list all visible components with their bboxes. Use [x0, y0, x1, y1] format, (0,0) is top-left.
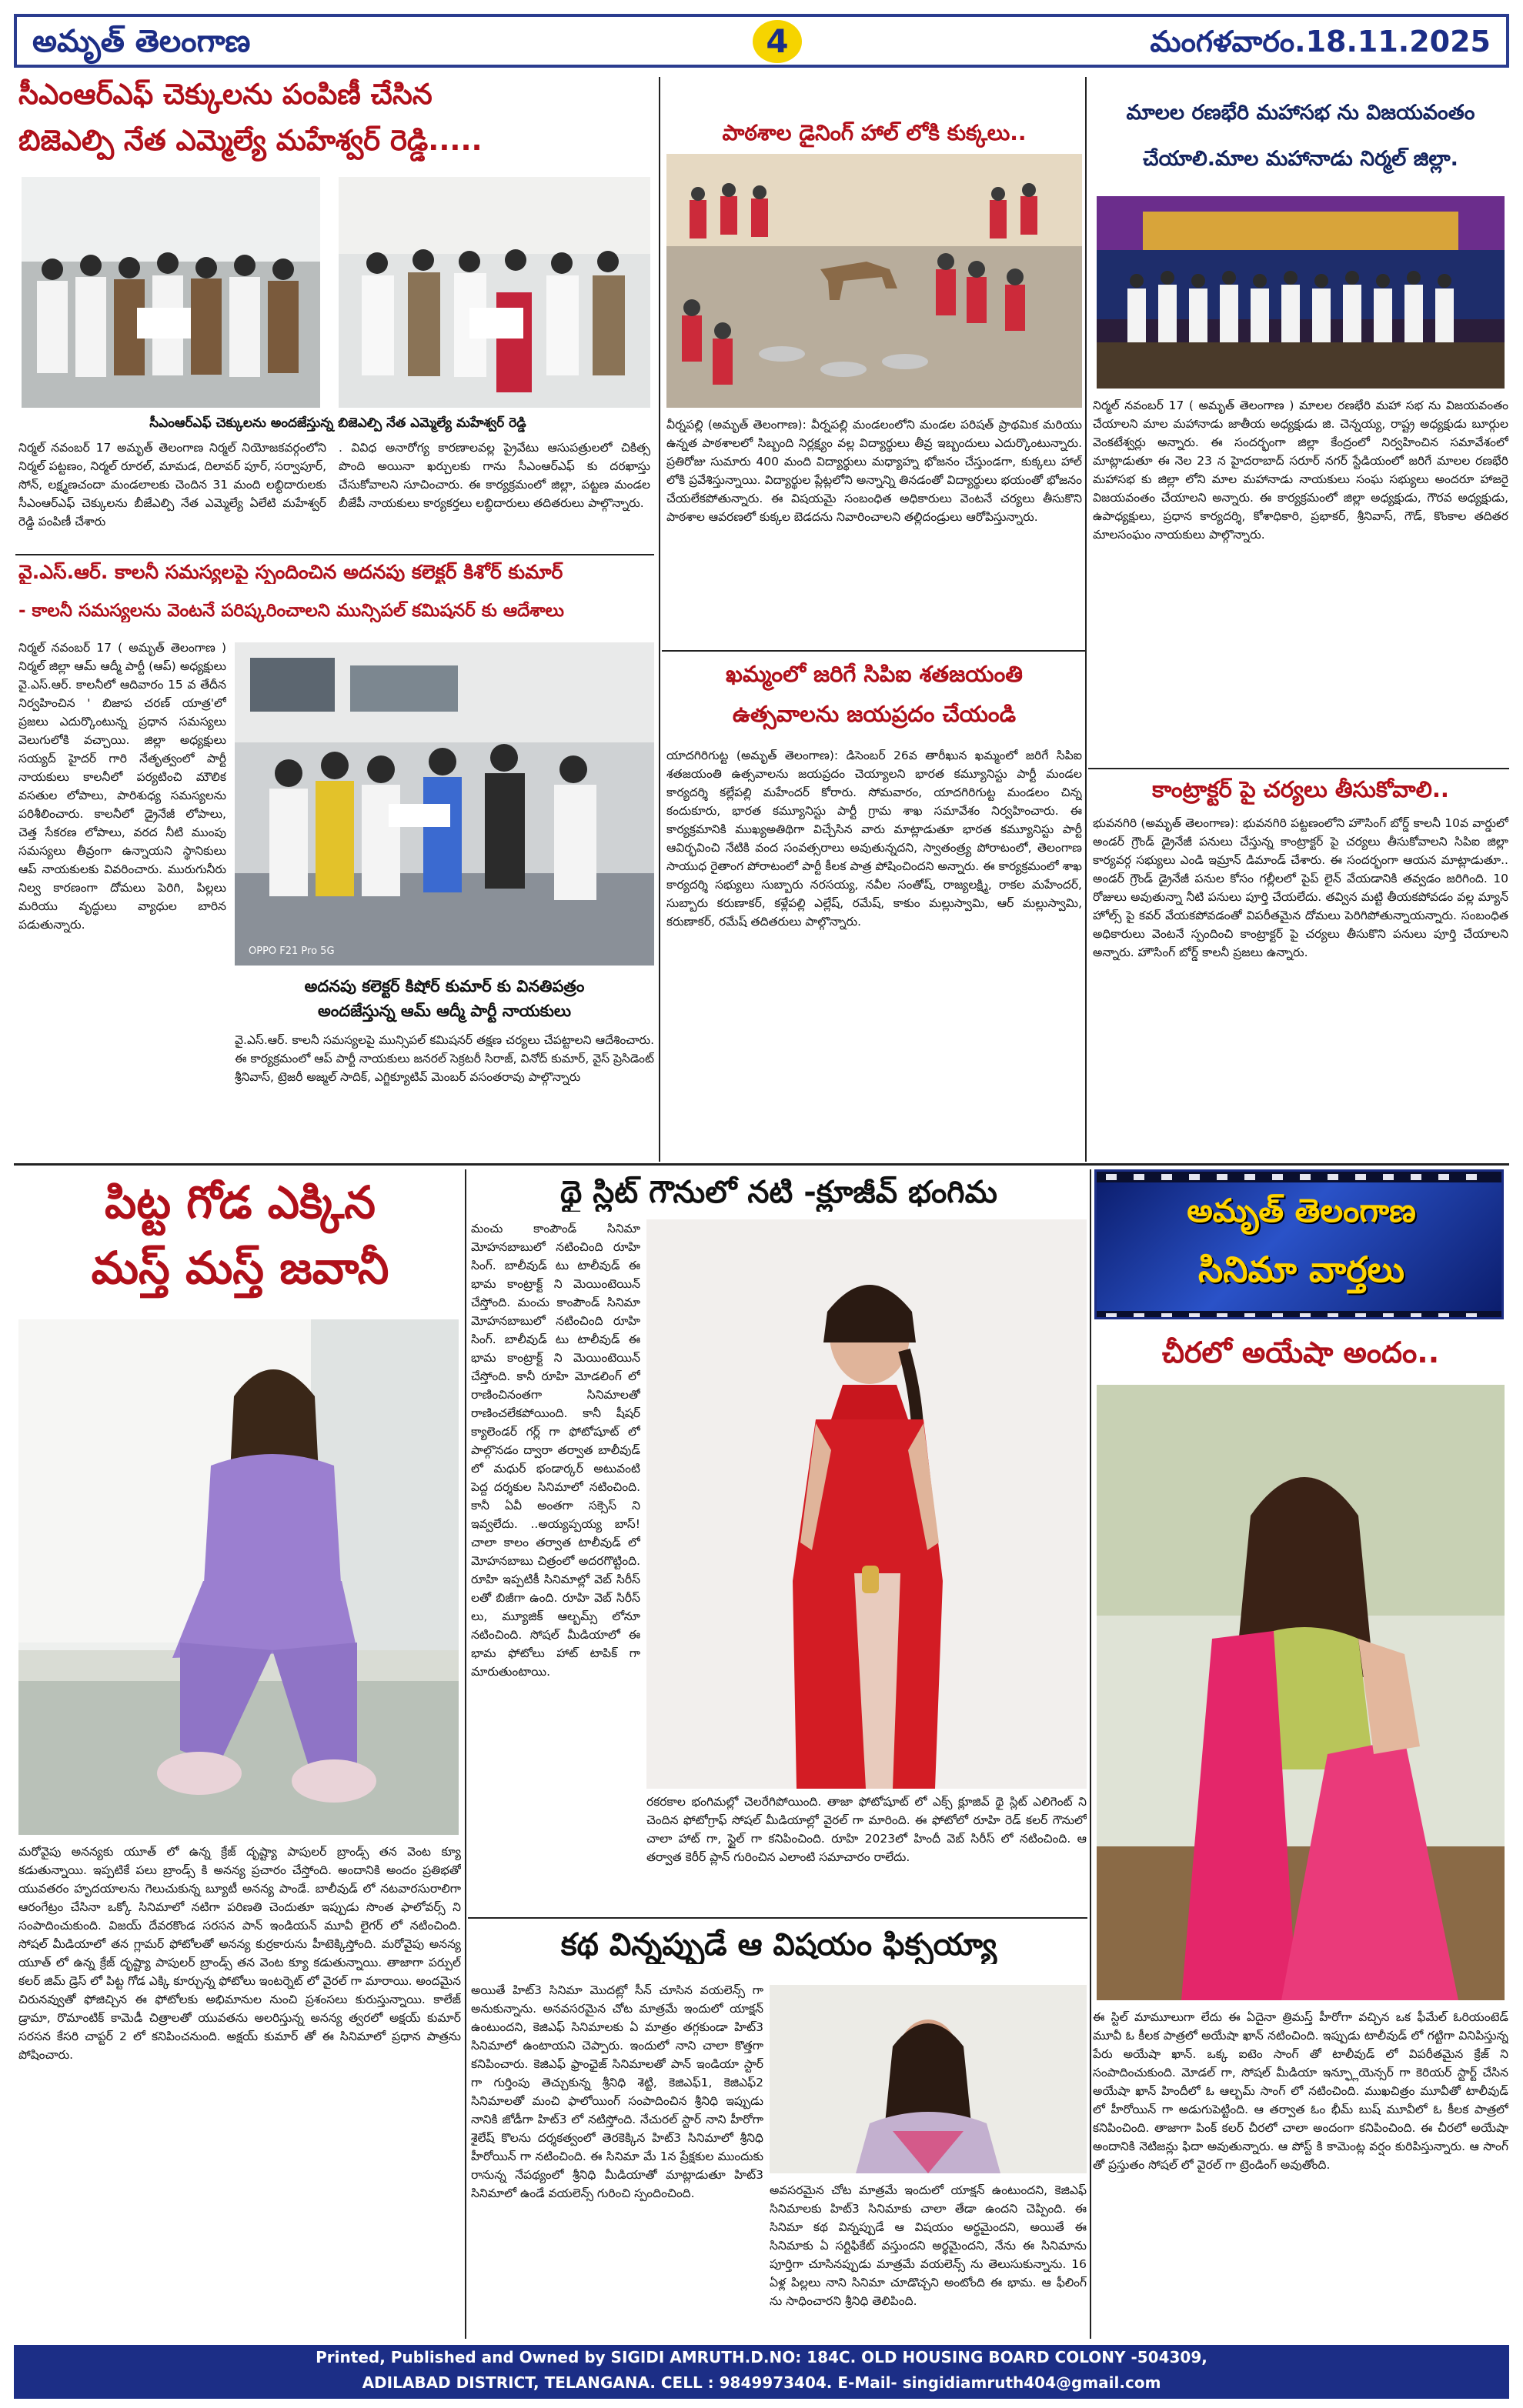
a2-caption-2: అందజేస్తున్న ఆమ్ ఆద్మీ పార్టీ నాయకులు — [317, 1002, 572, 1020]
a2-body-col2: వై.ఎస్.ఆర్. కాలనీ సమస్యలపై మున్సిపల్ కమిషనర్ తక్షణ చర్యలు చేపట్టాలని ఆదేశించారు. ఈ కార్యక్రమంలో ఆప్ పార్టీ నాయకులు జనరల్ సెక్రటరీ సిరాజ్, వినోద్ కుమార్, వైస్ ప్రెసిడెంట్ శ్రీనివాస్, ట్రెజరీ అజ్మల్ సాదిక్, ఎగ్జిక్యూటివ్ మెంబర్ వసంతరావు పాల్గొన్నారు — [235, 1033, 654, 1085]
c3-headline: కథ విన్నప్పుడే ఆ విషయం ఫిక్సయ్యా — [560, 1927, 997, 1963]
a5-body: నిర్మల్ నవంబర్ 17 ( అమృత్ తెలంగాణ ) మాలల రణభేరి మహా సభ ను విజయవంతం చేయాలని మాల మహానాడు జాతీయ అధ్యక్షుడు జి. చెన్నయ్య, రాష్ట్ర అధ్యక్షుడు బూర్గుల వెంకటేశ్వర్లు అన్నారు. ఈ సందర్భంగా జిల్లా కేంద్రంలో నిర్వహించిన సమావేశంలో మాట్లాడుతూ ఈ నెల 23 న హైదరాబాద్ సరూర్ నగర్ స్టేడియంలో జరిగే మాలల రణభేరి మహాసభ కు జిల్లా లోని మాల మహానాడు నాయకులు సంఘ సభ్యులు అందరూ హాజరై విజయవంతం చేయాలని అన్నారు. ఈ కార్యక్రమంలో జిల్లా అధ్యక్షుడు, గౌరవ అధ్యక్షుడు, ఉపాధ్యక్షులు, ప్రధాన కార్యదర్శి, కోశాధికారి, ప్రభాకర్, శ్రీనివాస్, గౌడ్, కొంకాల తదితర మాలసంఘం నాయకులు పాల్గొన్నారు. — [1093, 399, 1508, 542]
a3-headline: పాఠశాల డైనింగ్ హాల్ లోకి కుక్కలు.. — [722, 120, 1027, 145]
c3-photo — [770, 1985, 1087, 2173]
c2-photo — [646, 1219, 1087, 1789]
c4-headline: చీరలో అయేషా అందం.. — [1161, 1336, 1440, 1369]
a1-headline-1: సీఎంఆర్ఎఫ్ చెక్కులను పంపిణీ చేసిన — [18, 78, 433, 111]
footer-imprint — [14, 2345, 1509, 2399]
divider — [1088, 768, 1509, 769]
a1-headline-2: బిజెఎల్పి నేత ఎమ్మెల్యే మహేశ్వర్ రెడ్డి..... — [18, 124, 483, 157]
masthead — [14, 14, 1509, 68]
a2-photo-stamp: OPPO F21 Pro 5G — [249, 946, 335, 957]
cinema-banner — [1094, 1169, 1504, 1319]
c1-headline-2: మస్త్ మస్త్ జవానీ — [91, 1242, 389, 1294]
a1-body-col1: నిర్మల్ నవంబర్ 17 అమృత్ తెలంగాణ నిర్మల్ నియోజకవర్గంలోని నిర్మల్ పట్టణం, నిర్మల్ రూరల్, మామడ, దిలావర్ పూర్, సర్వాపూర్, సోన్, లక్ష్మణచందా మండలాలకు చెందిన 31 మంది లబ్ధిదారులకు సీఎంఆర్ఎఫ్ చెక్కులను బీజేఎల్పి నేత ఎమ్మెల్యే ఏలేటి మహేశ్వర్ రెడ్డి పంపిణీ చేశారు — [18, 441, 326, 529]
a2-headline-2: - కాలనీ సమస్యలను వెంటనే పరిష్కరించాలని మున్సిపల్ కమిషనర్ కు ఆదేశాలు — [18, 601, 564, 621]
page-number-badge: 4 — [753, 20, 802, 63]
c2-body-col2: రకరకాల భంగిమల్లో చెలరేగిపోయింది. తాజా ఫోటోషూట్ లో ఎక్స్ క్లూజివ్ థై స్లిట్ ఎలిగెంట్ ని చెందిన ఫోటోగ్రాఫ్ సోషల్ మీడియాల్లో వైరల్ గా మారింది. ఈ ఫోటోలో రూహి రెడ్ కలర్ గౌనులో చాలా హాట్ గా, స్టైల్ గా కనిపించింది. రూహి 2023లో హిందీ వెబ్ సిరీస్ లో నటించింది. ఆ తర్వాత కెరీర్ ప్లాన్ గురించిన ఎలాంటి సమాచారం రాలేదు. — [646, 1795, 1087, 1865]
section-divider — [14, 1163, 1509, 1166]
a2-headline-1: వై.ఎస్.ఆర్. కాలనీ సమస్యలపై స్పందించిన అదనపు కలెక్టర్ కిశోర్ కుమార్ — [18, 561, 563, 583]
a6-headline: కాంట్రాక్టర్ పై చర్యలు తీసుకోవాలి.. — [1152, 776, 1449, 802]
a2-caption-1: అదనపు కలెక్టర్ కిషోర్ కుమార్ కు వినతిపత్రం — [304, 977, 585, 996]
a3-body: వీర్నపల్లి (అమృత్ తెలంగాణ): వీర్నపల్లి మండలంలోని మండల పరిషత్ ప్రాథమిక మరియు ఉన్నత పాఠశాలలో సిబ్బంది నిర్లక్ష్యం వల్ల విద్యార్థులు తీవ్ర ఇబ్బందులు ఎదుర్కొంటున్నారు. ప్రతిరోజు సుమారు 400 మంది విద్యార్థులు మధ్యాహ్న భోజనం చేస్తుండగా, కుక్కలు హాల్ లోకి ప్రవేశిస్తున్నాయి. విద్యార్థుల ప్లేట్లలోని అన్నాన్ని తినడంతో విద్యార్థులు భయంతో భోజనం చేయలేకపోతున్నారు. ఈ విషయమై సంబంధిత అధికారులు వెంటనే చర్యలు తీసుకొని పాఠశాల ఆవరణలో కుక్కల బెడదను నివారించాలని తల్లిదండ్రులు ఆరోపిస్తున్నారు. — [666, 418, 1082, 525]
a1-caption: సీఎంఆర్ఎఫ్ చెక్కులను అందజేస్తున్న బిజెఎల్పి నేత ఎమ్మెల్యే మహేశ్వర్ రెడ్డి — [149, 415, 526, 431]
c2-body-col1: మంచు కాంపౌండ్ సినిమా మోహనబాబులో నటించింది రూహి సింగ్. బాలీవుడ్ టు టాలీవుడ్ ఈ భామ కాంట్రాక్ట్ ని మెయింటెయిన్ చేస్తోంది. మంచు కాంపౌండ్ సినిమా మోహనబాబులో నటించింది రూహి సింగ్. బాలీవుడ్ టు టాలీవుడ్ ఈ భామ కాంట్రాక్ట్ ని మెయింటెయిన్ చేస్తోంది. కానీ రూహి మోడలింగ్ లో రాణించినంతగా సినిమాలతో రాణించలేకపోయింది. కానీ షీషర్ క్యాలెండర్ గర్ల్ గా ఫోటోషూట్ లో పాల్గొనడం ద్వారా తర్వాత బాలీవుడ్ లో మధుర్ భండార్కర్ అటువంటి పెద్ద దర్శకుల సినిమాలో నటించింది. కానీ ఏవీ అంతగా సక్సెస్ ని ఇవ్వలేదు. ..అయ్యప్పయ్య బాస్! చాలా కాలం తర్వాత టాలీవుడ్ లో మోహనబాబు చిత్రంలో అదరగొట్టింది. రూహి ఇప్పటికీ సినిమాల్లో వెబ్ సిరీస్ లతో బిజీగా ఉంది. రూహి వెబ్ సిరీస్ లు, మ్యూజిక్ ఆల్బమ్స్ లోనూ నటించింది. సోషల్ మీడియాలో ఈ భామ ఫోటోలు హాట్ టాపిక్ గా మారుతుంటాయి. — [471, 1222, 640, 1679]
c4-body: ఈ స్టిల్ మామూలుగా లేదు ఈ ఏదైనా త్రిమస్త్ హీరోగా వచ్చిన ఒక ఫీమేల్ ఓరియంటెడ్ మూవీ ఓ కీలక పాత్రలో అయేషా ఖాన్ నటించింది. ఇప్పుడు టాలీవుడ్ లో గట్టిగా వినిపిస్తున్న పేరు అయేషా ఖాన్. ఒక్క ఐటెం సాంగ్ తో టాలీవుడ్ లో విపరీతమైన క్రేజ్ ని సంపాదించుకుంది. మోడల్ గా, సోషల్ మీడియా ఇన్ఫ్లూయెన్సర్ గా కెరియర్ స్టార్ట్ చేసిన అయేషా ఖాన్ హిందీలో ఓ ఆల్బమ్ సాంగ్ లో నటించింది. ముఖచిత్రం మూవీతో టాలీవుడ్ లో హీరోయిన్ గా అడుగుపెట్టింది. ఆ తర్వాత ఓం భీమ్ బుష్ మూవీలో ఓ కీలక పాత్రలో కనిపించింది. తాజాగా పింక్ కలర్ చీరలో చాలా అందంగా కనిపించింది. ఈ చీరలో అయేషా అందానికి నెటిజన్లు ఫిదా అవుతున్నారు. ఆ పోస్ట్ కి కామెంట్ల వర్షం కురిపిస్తున్నారు. ఆ సాంగ్ తో ప్రస్తుతం సోషల్ లో వైరల్ గా ట్రెండింగ్ అవుతోంది. — [1093, 2010, 1508, 2173]
a1-photo-right — [339, 177, 650, 408]
c1-body: మరోవైపు అనన్యకు యూత్ లో ఉన్న క్రేజ్ దృష్ట్యా పాపులర్ బ్రాండ్స్ తన వెంట క్యూ కడుతున్నాయి. ఇప్పటికే పలు బ్రాండ్స్ కి అనన్య ప్రచారం చేస్తోంది. అందానికి అందం ప్రతిభతో యువతరం హృదయాలను గెలుచుకున్న బ్యూటీ అనన్య పాండే. బాలీవుడ్ లో నటవారసురాలిగా ఆరంగేట్రం చేసినా ఒక్కో సినిమాలో నటిగా పరిణతి చెందుతూ ఇప్పుడు సొంత ఫాలోవర్స్ ని సంపాదించుకుంది. విజయ్ దేవరకొండ సరసన పాన్ ఇండియన్ మూవీ లైగర్ లో నటించింది. సోషల్ మీడియాలో తన గ్లామర్ ఫోటోలతో అనన్య కుర్రకారును హీటెక్కిస్తోంది. మరోవైపు అనన్య యూత్ లో ఉన్న క్రేజ్ దృష్ట్యా పాపులర్ బ్రాండ్స్ తన వెంట క్యూ కడుతున్నాయి. తాజాగా పర్పుల్ కలర్ జిమ్ డ్రెస్ లో పిట్ట గోడ ఎక్కి కూర్చున్న ఫోటోలు ఇంటర్నెట్ లో వైరల్ గా మారాయి. అందమైన చిరునవ్వుతో ఫోజిచ్చిన ఈ ఫోటోలకు అభిమానుల నుంచి ప్రశంసలు కురుస్తున్నాయి. కాలేజ్ డ్రామా, రొమాంటిక్ కామెడీ చిత్రాలతో యువతను అలరిస్తున్న అనన్య త్వరలో అక్షయ్ కుమార్ సరసన కేసరి చాప్టర్ 2 లో కనిపించనుంది. అక్షయ్ కుమార్ తో ఈ సినిమాలో ప్రధాన పాత్రను పోషించారు. — [18, 1845, 461, 2063]
c2-headline: థై స్లిట్ గౌనులో నటి -క్లూజీవ్ భంగిమ — [560, 1175, 997, 1210]
divider — [468, 1917, 1087, 1919]
footer-line-1: Printed, Published and Owned by SIGIDI AMRUTH.D.NO: 184C. OLD HOUSING BOARD COLONY -504309, — [316, 2348, 1207, 2366]
divider — [15, 554, 654, 555]
a4-headline-2: ఉత్సవాలను జయప్రదం చేయండి — [732, 701, 1017, 727]
c1-headline-1: పిట్ట గోడ ఎక్కిన — [105, 1176, 376, 1229]
c3-body-col1: అయితే హిట్3 సినిమా మొదట్లో సీన్ చూసిన వయలెన్స్ గా అనుకున్నాను. అనవసరమైన చోట మాత్రమే ఇందులో యాక్షన్ ఉంటుందని, కెజిఎఫ్ సినిమాలకు ఏ మాత్రం తగ్గకుండా హిట్3 సినిమాలో ఉంటాయని చెప్పారు. ఇందులో నాని చాలా కొత్తగా కనిపించారు. కెజిఎఫ్ ఫ్రాంఛైజ్ సినిమాలతో పాన్ ఇండియా స్టార్ గా గుర్తింపు తెచ్చుకున్న శ్రీనిధి శెట్టి, కెజిఎఫ్1, కెజిఎఫ్2 సినిమాలతో మంచి ఫాలోయింగ్ సంపాదించిన శ్రీనిధి ఇప్పుడు నానికి జోడీగా హిట్3 లో నటిస్తోంది. నేచురల్ స్టార్ నాని హీరోగా శైలేష్ కొలను దర్శకత్వంలో తెరకెక్కిన హిట్3 సినిమాలో శ్రీనిధి హీరోయిన్ గా నటించింది. ఈ సినిమా మే 1న ప్రేక్షకుల ముందుకు రానున్న నేపథ్యంలో శ్రీనిధి మీడియాతో మాట్లాడుతూ హిట్3 సినిమాలో ఉండే వయలెన్స్ గురించి స్పందించింది. — [471, 1983, 763, 2201]
cinema-banner-title: అమృత్ తెలంగాణ — [1187, 1192, 1416, 1229]
a5-headline-2: చేయాలి.మాల మహానాడు నిర్మల్ జిల్లా. — [1143, 147, 1458, 171]
a5-headline-1: మాలల రణభేరి మహాసభ ను విజయవంతం — [1126, 101, 1475, 125]
column-rule — [1090, 1169, 1091, 2339]
column-rule — [465, 1169, 466, 2339]
a3-photo — [666, 154, 1082, 408]
c1-photo — [18, 1319, 459, 1835]
a4-body: యాదగిరిగుట్ట (అమృత్ తెలంగాణ): డిసెంబర్ 26వ తారీఖున ఖమ్మంలో జరిగే సిపిఐ శతజయంతి ఉత్సవాలను జయప్రదం చెయ్యాలని భారత కమ్యూనిస్టు పార్టీ మండల కార్యదర్శి కల్లేపల్లి మహేందర్ కోరారు. సోమవారం, యాదగిరిగుట్ట మండలం చిన్న కందుకూరు, భారత కమ్యూనిస్టు పార్టీ గ్రామ శాఖ సమావేశం నిర్వహించారు. ఈ కార్యక్రమానికి ముఖ్యఅతిథిగా విచ్చేసిన వారు మాట్లాడుతూ భారత కమ్యూనిస్టు పార్టీ ఆవిర్భవించి నేటికి వంద సంవత్సరాలు అవుతున్నదని, స్వాతంత్ర్య పోరాటంలో, తెలంగాణ సాయుధ రైతాంగ పోరాటంలో పార్టీ కీలక పాత్ర పోషించిందని అన్నారు. ఈ కార్యక్రమంలో శాఖ కార్యదర్శి సభ్యులు సుబ్బారు నరసయ్య, నవీల సంతోష్, రాజ్యలక్ష్మి, రాకల మహేందర్, సుబ్బారు కరుణాకర్, కళ్లేపల్లి ఎల్లేష్, రమేష్, కాకుం మల్లుస్వామి, ఆర్ మల్లుస్వామి, కరుణాకర్, రమేష్ తదితరులు పాల్గొన్నారు. — [666, 749, 1082, 929]
a4-headline-1: ఖమ్మంలో జరిగే సిపిఐ శతజయంతి — [726, 661, 1023, 687]
footer-line-2: ADILABAD DISTRICT, TELANGANA. CELL : 9849973404. E-Mail- singidiamruth404@gmail.com — [362, 2373, 1161, 2392]
c4-photo — [1097, 1385, 1505, 2000]
a2-photo — [235, 642, 654, 966]
column-rule — [659, 77, 660, 1162]
masthead-date: మంగళవారం.18.11.2025 — [1150, 25, 1491, 58]
column-rule — [1085, 77, 1087, 1162]
a6-body: భువనగిరి (అమృత్ తెలంగాణ): భువనగిరి పట్టణంలోని హౌసింగ్ బోర్డ్ కాలనీ 10వ వార్డులో అండర్ గ్రౌండ్ డ్రైనేజీ పనులు చేస్తున్న కాంట్రాక్టర్ పై చర్యలు తీసుకోవాలని సిపిఐ జిల్లా కార్యవర్గ సభ్యులు ఎండి ఇమ్రాన్ డిమాండ్ చేశారు. ఈ సందర్భంగా ఆయన మాట్లాడుతూ.. అండర్ గ్రౌండ్ డ్రైనేజీ పనుల కోసం గల్లీలలో పైప్ లైన్ వేయడానికి తవ్వడం జరిగింది. 10 రోజులు అవుతున్నా నీటి పనులు పూర్తి చేయలేదు. తవ్విన మట్టి తీయకపోవడం వల్ల మ్యాన్ హోల్స్ పై కవర్ వేయకపోవడంతో విపరీతమైన దోమలు పెరిగిపోతున్నాయన్నారు. సంబంధిత అధికారులు వెంటనే స్పందించి కాంట్రాక్టర్ పై చర్యలు తీసుకొని పనులు పూర్తి చేయాలని అన్నారు. హౌసింగ్ బోర్డ్ కాలనీ ప్రజలు ఉన్నారు. — [1093, 816, 1508, 960]
a1-photo-left — [22, 177, 320, 408]
a2-body-col1: నిర్మల్ నవంబర్ 17 ( అమృత్ తెలంగాణ ) నిర్మల్ జిల్లా ఆమ్ ఆద్మీ పార్టీ (ఆప్) అధ్యక్షులు వై.ఎస్.ఆర్. కాలనీలో ఆదివారం 15 వ తేదీన నిర్వహించిన ' బిజాప చరణ్ యాత్ర'లో ప్రజలు ఎదుర్కొంటున్న ప్రధాన సమస్యలు వెలుగులోకి వచ్చాయి. జిల్లా అధ్యక్షులు సయ్యద్ హైదర్ గారి నేతృత్వంలో పార్టీ నాయకులు కాలనీలో పర్యటించి మౌలిక వసతుల లోపాలు, పారిశుధ్య సమస్యలను పరిశీలించారు. కాలనీలో డ్రైనేజీ లోపాలు, చెత్త సేకరణ లోపాలు, వరద నీటి ముంపు సమస్యలు తీవ్రంగా ఉన్నాయని స్థానికులు ఆప్ నాయకులకు వివరించారు. మురుగునీరు నిల్వ కారణంగా దోమలు పెరిగి, పిల్లలు మరియు వృద్ధులు వ్యాధుల బారిన పడుతున్నారు. — [18, 641, 226, 932]
c3-body-col2: అవసరమైన చోట మాత్రమే ఇందులో యాక్షన్ ఉంటుందని, కెజిఎఫ్ సినిమాలకు హిట్3 సినిమాకు చాలా తేడా ఉందని చెప్పింది. ఈ సినిమా కథ విన్నప్పుడే ఆ విషయం అర్థమైందని, అయితే ఈ సినిమాకు ఏ సర్టిఫికేట్ వస్తుందని అర్థమైందని, నేను ఈ సినిమాను పూర్తిగా చూసినప్పుడు మాత్రమే వయలెన్స్ ను తెలుసుకున్నాను. 16 ఏళ్ల పిల్లలు నాని సినిమా చూడొచ్చని అంటోంది ఈ భామ. ఆ ఫీలింగ్ ను సాధించారని శ్రీనిధి తెలిపింది. — [770, 2183, 1087, 2309]
a1-body-col2: . వివిధ అనారోగ్య కారణాలవల్ల ప్రైవేటు ఆసుపత్రులలో చికిత్స పొంది అయినా ఖర్చులకు గాను సీఎంఆర్ఎఫ్ కు దరఖాస్తు చేసుకోవాలని సూచించారు. ఈ కార్యక్రమంలో జిల్లా, పట్టణ మండల బీజేపీ నాయకులు కార్యకర్తలు లబ్ధిదారులు తదితరులు పాల్గొన్నారు. — [339, 441, 650, 511]
a5-photo — [1097, 196, 1505, 389]
divider — [662, 650, 1085, 652]
masthead-title: అమృత్ తెలంగాణ — [32, 23, 251, 59]
cinema-banner-subtitle: సినిమా వార్తలు — [1197, 1249, 1405, 1290]
